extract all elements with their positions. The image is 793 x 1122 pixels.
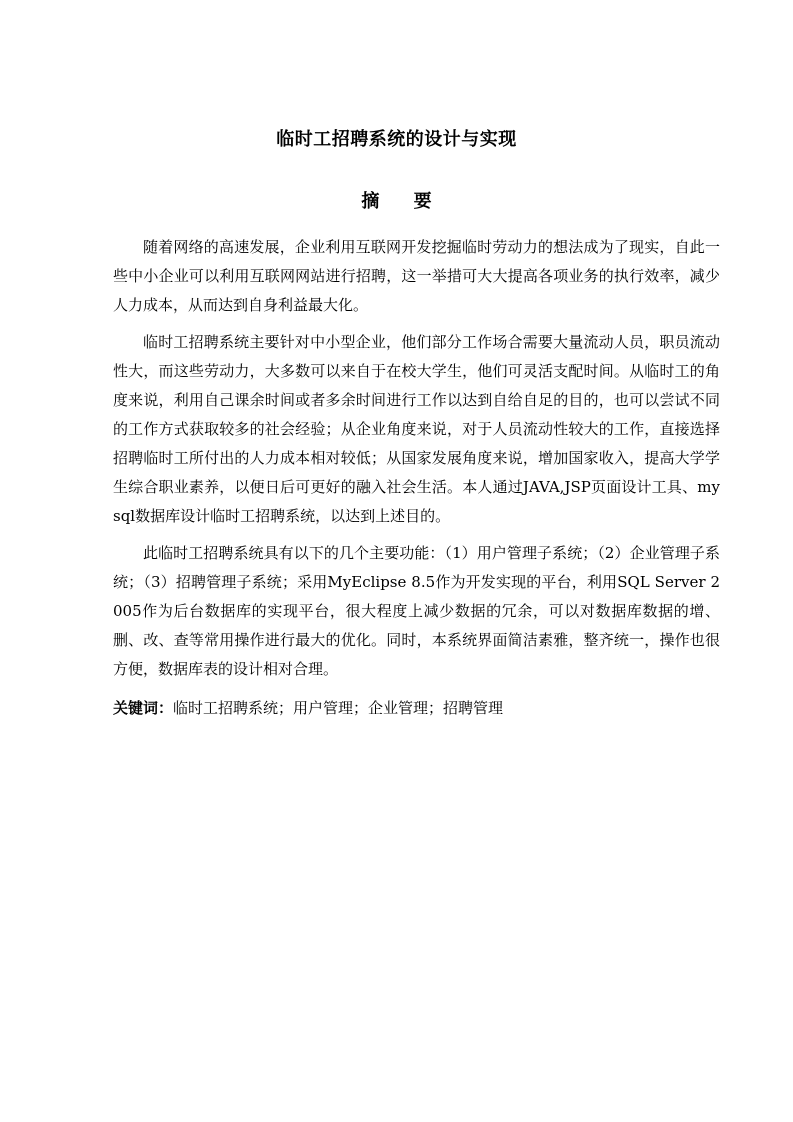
- abstract-body: [113, 233, 720, 723]
- abstract-paragraph: 临时工招聘系统主要针对中小型企业，他们部分工作场合需要大量流动人员，职员流动性大，而这些劳动力，大多数可以来自于在校大学生，他们可灵活支配时间。从临时工的角度来说，利用自己课余时间或者多余时间进行工作以达到自给自足的目的，也可以尝试不同的工作方式获取较多的社会经验；从企业角度来说，对于人员流动性较大的工作，直接选择招聘临时工所付出的人力成本相对较低；从国家发展角度来说，增加国家收入，提高大学学生综合职业素养，以便日后可更好的融入社会生活。本人通过JAVA,JSP页面设计工具、mysql数据库设计临时工招聘系统，以达到上述目的。: [113, 333, 720, 525]
- abstract-heading: 摘 要: [361, 191, 446, 212]
- keywords-text: 临时工招聘系统；用户管理；企业管理；招聘管理: [173, 699, 504, 717]
- abstract-paragraph: 此临时工招聘系统具有以下的几个主要功能：（1）用户管理子系统；（2）企业管理子系统；（3）招聘管理子系统；采用MyEclipse 8.5作为开发实现的平台，利用SQL Server 2005作为后台数据库的实现平台，很大程度上减少数据的冗余，可以对数据库数据的增、删、改、查等常用操作进行最大的优化。同时，本系统界面简洁素雅，整齐统一，操作也很方便，数据库表的设计相对合理。: [113, 544, 720, 678]
- keywords-line: [113, 694, 720, 723]
- keywords-label: 关键词：: [113, 699, 174, 717]
- page-title: 临时工招聘系统的设计与实现: [276, 129, 517, 150]
- abstract-paragraph: 随着网络的高速发展，企业利用互联网开发挖掘临时劳动力的想法成为了现实，自此一些中小企业可以利用互联网网站进行招聘，这一举措可大大提高各项业务的执行效率，减少人力成本，从而达到自身利益最大化。: [113, 238, 720, 314]
